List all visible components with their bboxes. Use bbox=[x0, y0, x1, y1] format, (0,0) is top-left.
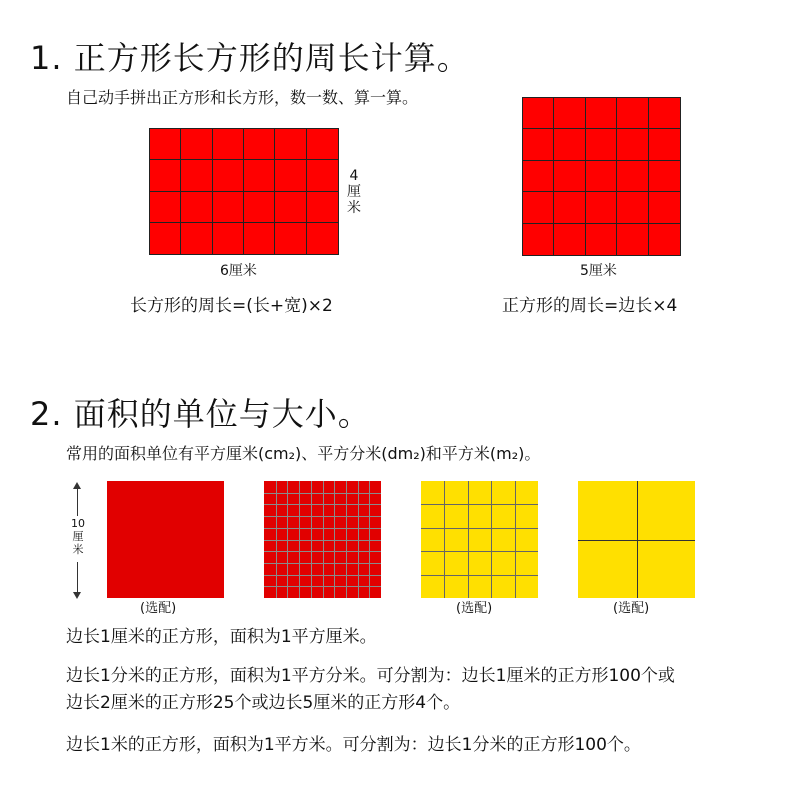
yellow-5x5-grid-tile bbox=[421, 481, 538, 598]
rectangle-6x4-grid bbox=[149, 128, 339, 255]
grid-cell bbox=[523, 192, 554, 223]
side-length-label bbox=[67, 517, 89, 556]
grid-cell bbox=[181, 160, 212, 191]
grid-cell bbox=[275, 223, 306, 254]
grid-cell bbox=[586, 129, 617, 160]
grid-cell bbox=[213, 129, 244, 160]
square-5x5-grid bbox=[522, 97, 681, 256]
optional-label-1: (选配) bbox=[140, 601, 177, 616]
grid-line-horizontal bbox=[578, 540, 695, 541]
grid-line-vertical bbox=[334, 481, 335, 598]
grid-cell bbox=[307, 129, 338, 160]
side-length-label-1: 10 bbox=[71, 517, 85, 530]
grid-cell bbox=[554, 161, 585, 192]
grid-line-vertical bbox=[346, 481, 347, 598]
grid-cell bbox=[649, 192, 680, 223]
grid-cell bbox=[181, 223, 212, 254]
grid-cell bbox=[150, 129, 181, 160]
yellow-2x2-grid-tile bbox=[578, 481, 695, 598]
grid-cell bbox=[554, 224, 585, 255]
grid-cell bbox=[617, 161, 648, 192]
rect-perimeter-formula: 长方形的周长=(长+宽)×2 bbox=[130, 296, 333, 316]
grid-line-horizontal bbox=[264, 540, 381, 541]
grid-cell bbox=[586, 192, 617, 223]
rect-width-label: 6厘米 bbox=[220, 263, 257, 279]
section2-heading: 2. 面积的单位与大小。 bbox=[30, 395, 371, 433]
grid-cell bbox=[523, 98, 554, 129]
grid-line-vertical bbox=[444, 481, 445, 598]
grid-cell bbox=[275, 192, 306, 223]
grid-cell bbox=[150, 160, 181, 191]
section2-units-text: 常用的面积单位有平方厘米(cm₂)、平方分米(dm₂)和平方米(m₂)。 bbox=[66, 444, 541, 463]
grid-cell bbox=[649, 161, 680, 192]
grid-cell bbox=[586, 98, 617, 129]
grid-cell bbox=[213, 223, 244, 254]
section1-heading: 1. 正方形长方形的周长计算。 bbox=[30, 39, 470, 77]
area-line-3: 边长2厘米的正方形25个或边长5厘米的正方形4个。 bbox=[66, 693, 461, 713]
grid-line-horizontal bbox=[421, 575, 538, 576]
optional-label-3: (选配) bbox=[613, 601, 650, 616]
grid-line-vertical bbox=[468, 481, 469, 598]
area-line-2: 边长1分米的正方形，面积为1平方分米。可分割为：边长1厘米的正方形100个或 bbox=[66, 666, 675, 686]
grid-line-horizontal bbox=[264, 586, 381, 587]
grid-cell bbox=[181, 192, 212, 223]
square-perimeter-formula: 正方形的周长=边长×4 bbox=[502, 296, 678, 316]
grid-cell bbox=[244, 160, 275, 191]
grid-line-vertical bbox=[515, 481, 516, 598]
grid-cell bbox=[649, 98, 680, 129]
side-length-label-2: 厘 bbox=[72, 530, 84, 543]
grid-cell bbox=[649, 224, 680, 255]
grid-cell bbox=[649, 129, 680, 160]
dimension-line-bottom bbox=[77, 562, 78, 592]
grid-cell bbox=[181, 129, 212, 160]
grid-line-vertical bbox=[358, 481, 359, 598]
rect-height-label bbox=[344, 168, 364, 216]
grid-cell bbox=[244, 129, 275, 160]
grid-cell bbox=[307, 223, 338, 254]
grid-line-horizontal bbox=[421, 528, 538, 529]
grid-cell bbox=[617, 224, 648, 255]
grid-line-horizontal bbox=[264, 563, 381, 564]
grid-cell bbox=[554, 98, 585, 129]
grid-line-horizontal bbox=[264, 575, 381, 576]
grid-cell bbox=[617, 98, 648, 129]
red-10x10-grid-tile bbox=[264, 481, 381, 598]
grid-cell bbox=[523, 129, 554, 160]
grid-cell bbox=[617, 192, 648, 223]
solid-red-square-tile bbox=[107, 481, 224, 598]
grid-cell bbox=[554, 129, 585, 160]
grid-cell bbox=[523, 161, 554, 192]
grid-line-vertical bbox=[491, 481, 492, 598]
rect-height-label-1: 4 bbox=[349, 168, 359, 184]
grid-cell bbox=[213, 160, 244, 191]
section1-instruction: 自己动手拼出正方形和长方形，数一数、算一算。 bbox=[66, 88, 419, 107]
area-line-1: 边长1厘米的正方形，面积为1平方厘米。 bbox=[66, 627, 377, 647]
dimension-line-top bbox=[77, 488, 78, 516]
grid-cell bbox=[586, 161, 617, 192]
grid-cell bbox=[307, 160, 338, 191]
grid-cell bbox=[307, 192, 338, 223]
grid-cell bbox=[617, 129, 648, 160]
rect-height-label-3: 米 bbox=[347, 200, 361, 216]
area-line-4: 边长1米的正方形，面积为1平方米。可分割为：边长1分米的正方形100个。 bbox=[66, 735, 641, 755]
grid-cell bbox=[150, 223, 181, 254]
grid-cell bbox=[586, 224, 617, 255]
grid-line-horizontal bbox=[264, 551, 381, 552]
grid-cell bbox=[523, 224, 554, 255]
arrow-down-icon bbox=[73, 592, 81, 599]
grid-cell bbox=[275, 129, 306, 160]
grid-cell bbox=[275, 160, 306, 191]
grid-cell bbox=[244, 192, 275, 223]
optional-label-2: (选配) bbox=[456, 601, 493, 616]
square-side-label: 5厘米 bbox=[580, 263, 617, 279]
grid-cell bbox=[554, 192, 585, 223]
grid-cell bbox=[244, 223, 275, 254]
grid-cell bbox=[150, 192, 181, 223]
grid-line-vertical bbox=[369, 481, 370, 598]
side-length-label-3: 米 bbox=[72, 543, 84, 556]
grid-cell bbox=[213, 192, 244, 223]
rect-height-label-2: 厘 bbox=[347, 184, 361, 200]
grid-line-horizontal bbox=[421, 504, 538, 505]
grid-line-horizontal bbox=[421, 551, 538, 552]
